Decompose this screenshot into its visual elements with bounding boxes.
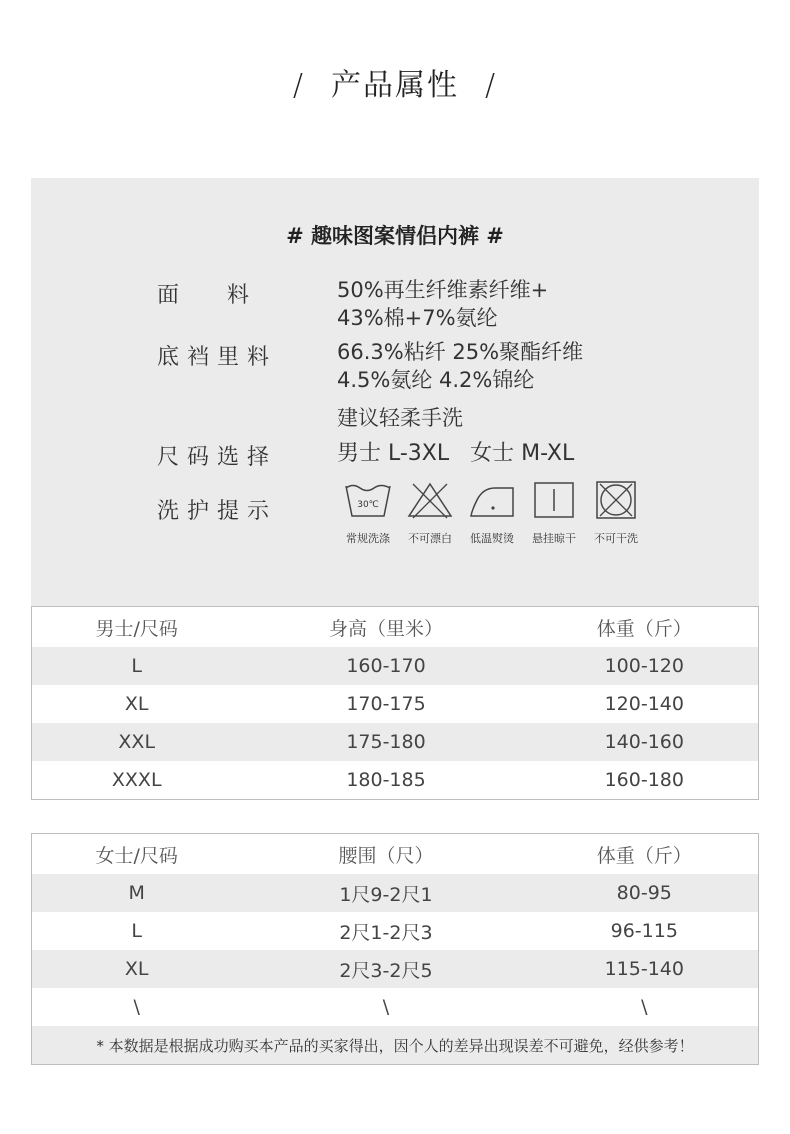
table-row bbox=[32, 647, 759, 685]
men-header-height: 身高（里米） bbox=[241, 607, 530, 648]
men-header-size: 男士/尺码 bbox=[32, 607, 242, 648]
care-caption-hang-dry: 悬挂晾干 bbox=[532, 532, 576, 545]
no-dryclean-icon bbox=[591, 480, 641, 520]
table-row bbox=[32, 685, 759, 723]
title-slash-left: / bbox=[292, 68, 305, 103]
product-subtitle: # 趣味图案情侣内裤 # bbox=[286, 224, 504, 248]
table-row bbox=[32, 912, 759, 950]
women-header-weight: 体重（斤） bbox=[531, 834, 759, 875]
men-size-table bbox=[31, 606, 759, 800]
care-item-wash bbox=[337, 480, 399, 546]
table-cell: L bbox=[32, 912, 242, 950]
lining-line-1: 66.3%粘纤 25%聚酯纤维 bbox=[337, 340, 584, 364]
table-cell: 1尺9-2尺1 bbox=[241, 874, 530, 912]
table-cell: 140-160 bbox=[531, 723, 759, 761]
care-caption-no-bleach: 不可漂白 bbox=[408, 532, 452, 545]
table-cell: XL bbox=[32, 685, 242, 723]
table-header-row bbox=[32, 607, 759, 648]
table-row bbox=[32, 988, 759, 1026]
care-item-no-dryclean bbox=[585, 480, 647, 546]
low-iron-icon bbox=[467, 480, 517, 520]
table-cell: XXXL bbox=[32, 761, 242, 800]
size-value: 男士 L-3XL 女士 M-XL bbox=[337, 441, 575, 466]
table-cell: 96-115 bbox=[531, 912, 759, 950]
table-cell: 2尺3-2尺5 bbox=[241, 950, 530, 988]
table-note-row bbox=[32, 1026, 759, 1065]
title-slash-right: / bbox=[485, 68, 498, 103]
care-caption-wash: 常规洗涤 bbox=[346, 532, 390, 545]
table-cell: 100-120 bbox=[531, 647, 759, 685]
hang-dry-icon bbox=[529, 480, 579, 520]
page-title bbox=[0, 60, 790, 104]
women-header-size: 女士/尺码 bbox=[32, 834, 242, 875]
table-cell: \ bbox=[241, 988, 530, 1026]
page-title-text: 产品属性 bbox=[331, 68, 459, 103]
product-attributes-panel bbox=[31, 178, 759, 606]
table-cell: 180-185 bbox=[241, 761, 530, 800]
table-cell: L bbox=[32, 647, 242, 685]
table-cell: 120-140 bbox=[531, 685, 759, 723]
table-row bbox=[32, 761, 759, 800]
table-cell: \ bbox=[32, 988, 242, 1026]
wash-30-icon bbox=[343, 480, 393, 520]
fabric-label: 面 料 bbox=[157, 283, 253, 308]
table-cell: 175-180 bbox=[241, 723, 530, 761]
table-cell: 2尺1-2尺3 bbox=[241, 912, 530, 950]
women-size-table bbox=[31, 833, 759, 1065]
fabric-line-2: 43%棉+7%氨纶 bbox=[337, 306, 498, 330]
table-cell: XL bbox=[32, 950, 242, 988]
table-header-row bbox=[32, 834, 759, 875]
wash-temp-text: 30℃ bbox=[357, 500, 379, 510]
care-item-no-bleach bbox=[399, 480, 461, 546]
table-cell: 115-140 bbox=[531, 950, 759, 988]
size-label: 尺码选择 bbox=[157, 445, 278, 470]
care-label: 洗护提示 bbox=[157, 499, 278, 524]
size-disclaimer: * 本数据是根据成功购买本产品的买家得出，因个人的差异出现误差不可避免，经供参考！ bbox=[32, 1026, 759, 1065]
table-row bbox=[32, 950, 759, 988]
fabric-line-1: 50%再生纤维素纤维+ bbox=[337, 278, 549, 302]
wash-advice: 建议轻柔手洗 bbox=[337, 406, 463, 430]
table-cell: 80-95 bbox=[531, 874, 759, 912]
table-cell: XXL bbox=[32, 723, 242, 761]
lining-line-2: 4.5%氨纶 4.2%锦纶 bbox=[337, 368, 535, 392]
lining-label: 底裆里料 bbox=[157, 345, 278, 370]
women-header-waist: 腰围（尺） bbox=[241, 834, 530, 875]
care-item-low-iron bbox=[461, 480, 523, 546]
table-cell: \ bbox=[531, 988, 759, 1026]
table-cell: 170-175 bbox=[241, 685, 530, 723]
men-header-weight: 体重（斤） bbox=[531, 607, 759, 648]
care-item-hang-dry bbox=[523, 480, 585, 546]
care-caption-low-iron: 低温熨烫 bbox=[470, 532, 514, 545]
care-caption-no-dryclean: 不可干洗 bbox=[594, 532, 638, 545]
table-cell: 160-170 bbox=[241, 647, 530, 685]
no-bleach-icon bbox=[405, 480, 455, 520]
table-cell: M bbox=[32, 874, 242, 912]
table-row bbox=[32, 874, 759, 912]
table-row bbox=[32, 723, 759, 761]
table-cell: 160-180 bbox=[531, 761, 759, 800]
